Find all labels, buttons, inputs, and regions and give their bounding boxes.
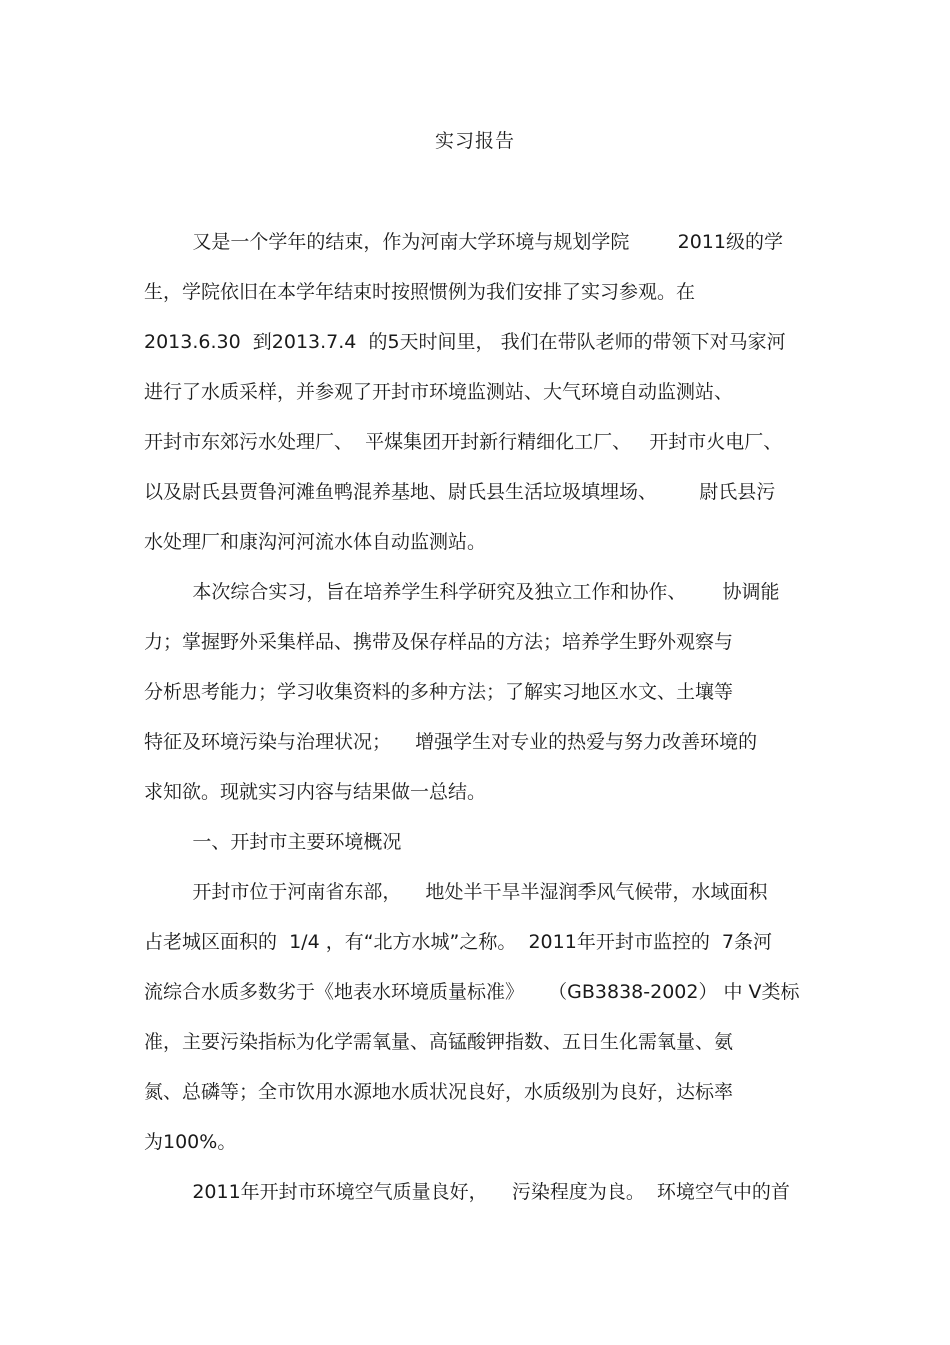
text-line: 开封市位于河南省东部， 地处半干旱半湿润季风气候带，水域面积 — [144, 881, 768, 903]
text-line: 准，主要污染指标为化学需氧量、高锰酸钾指数、五日生化需氧量、氨 — [144, 1031, 734, 1053]
text-line: 流综合水质多数劣于《地表水环境质量标准》 （GB3838-2002） 中 V类标 — [144, 981, 800, 1003]
text-line: 2011年开封市环境空气质量良好， 污染程度为良。 环境空气中的首 — [144, 1181, 790, 1203]
text-line: 本次综合实习，旨在培养学生科学研究及独立工作和协作、 协调能 — [144, 581, 780, 603]
text-line: 开封市东郊污水处理厂、 平煤集团开封新行精细化工厂、 开封市火电厂、 — [144, 431, 783, 453]
text-line: 占老城区面积的 1/4 ，有“北方水城”之称。 2011年开封市监控的 7条河 — [144, 931, 772, 953]
text-line: 氮、总磷等；全市饮用水源地水质状况良好，水质级别为良好，达标率 — [144, 1081, 734, 1103]
text-line: 以及尉氏县贾鲁河滩鱼鸭混养基地、尉氏县生活垃圾填埋场、 尉氏县污 — [144, 481, 776, 503]
document-title: 实习报告 — [434, 130, 515, 152]
text-line: 求知欲。现就实习内容与结果做一总结。 — [144, 781, 487, 803]
text-line: 水处理厂和康沟河河流水体自动监测站。 — [144, 531, 487, 553]
text-line: 又是一个学年的结束，作为河南大学环境与规划学院 2011级的学 — [144, 231, 783, 253]
text-line: 生，学院依旧在本学年结束时按照惯例为我们安排了实习参观。在 — [144, 281, 696, 303]
section-heading: 一、开封市主要环境概况 — [144, 831, 402, 853]
text-line: 2013.6.30 到2013.7.4 的5天时间里， 我们在带队老师的带领下对马家河 — [144, 331, 786, 353]
text-line: 进行了水质采样，并参观了开封市环境监测站、大气环境自动监测站、 — [144, 381, 734, 403]
text-line: 力；掌握野外采集样品、携带及保存样品的方法；培养学生野外观察与 — [144, 631, 734, 653]
text-line: 特征及环境污染与治理状况； 增强学生对专业的热爱与努力改善环境的 — [144, 731, 758, 753]
text-line: 为100%。 — [144, 1131, 237, 1153]
text-line: 分析思考能力；学习收集资料的多种方法；了解实习地区水文、土壤等 — [144, 681, 734, 703]
